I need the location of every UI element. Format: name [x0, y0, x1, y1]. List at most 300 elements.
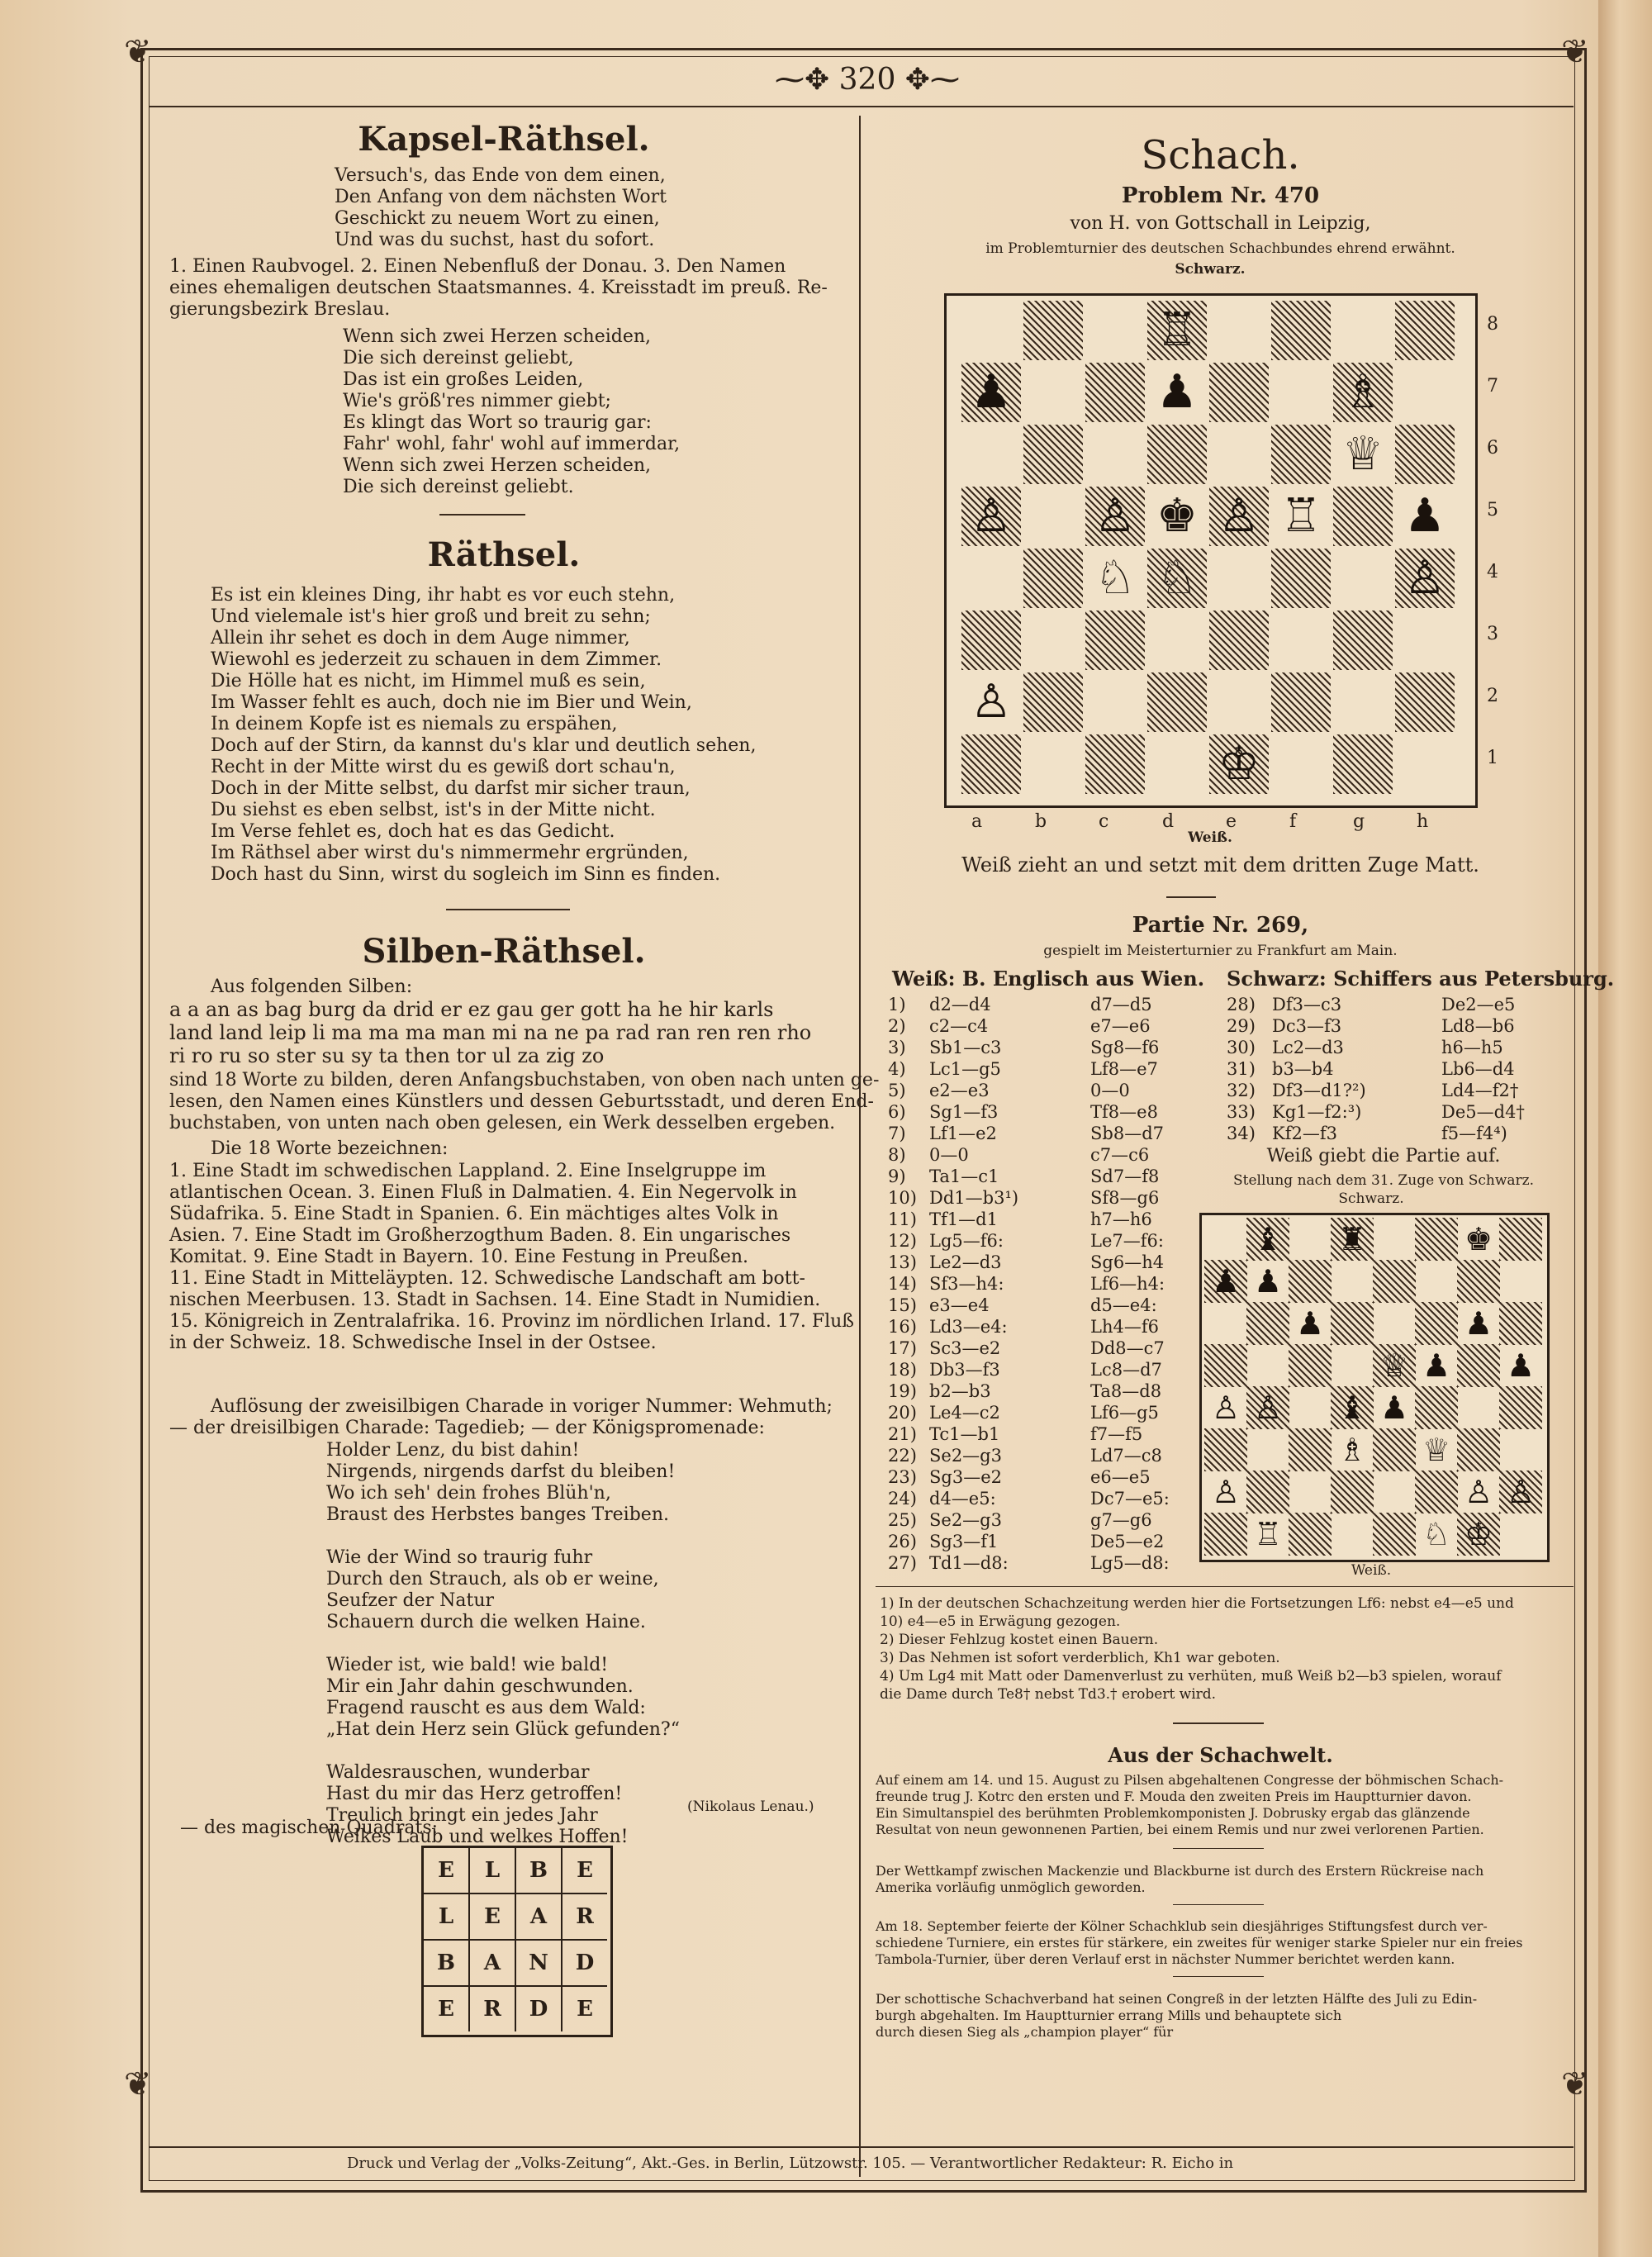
- poem-line: Nirgends, nirgends darfst du bleiben!: [326, 1461, 676, 1482]
- problem-number: Problem Nr. 470: [1121, 183, 1320, 208]
- chess-piece-icon: ♙: [1211, 1390, 1241, 1426]
- schachwelt-p3: [876, 1918, 1522, 1968]
- poem-line: [326, 1633, 680, 1655]
- chess-move: Sc3—e2: [929, 1338, 1001, 1358]
- magic-square-cell: L: [470, 1848, 516, 1894]
- left-flourish-icon: ⁓✥: [775, 63, 839, 97]
- silben-task: [169, 1070, 879, 1134]
- board-square: [1395, 734, 1455, 794]
- move-number: 8): [888, 1145, 906, 1165]
- move-number: 7): [888, 1124, 906, 1143]
- chess-move: De5—d4†: [1441, 1102, 1525, 1122]
- footnote-line: 10) e4—e5 in Erwägung gezogen.: [880, 1613, 1121, 1630]
- move-number: 15): [888, 1295, 917, 1315]
- chess-move: Lb6—d4: [1441, 1059, 1515, 1079]
- poem-line: Treulich bringt ein jedes Jahr: [326, 1805, 598, 1826]
- board-square: [1289, 1386, 1332, 1429]
- board-square: [1331, 1260, 1374, 1303]
- board-square: [1246, 1302, 1289, 1345]
- poem-line: Mir ein Jahr dahin geschwunden.: [326, 1676, 634, 1697]
- rank-label: 3: [1487, 624, 1498, 644]
- move-number: 23): [888, 1467, 917, 1487]
- board-square: [1331, 1513, 1374, 1556]
- footnote-line: 2) Dieser Fehlzug kostet einen Bauern.: [880, 1632, 1159, 1648]
- news-line: Der schottische Schachverband hat seinen Congreß in der letzten Hälfte des Juli zu Edin-: [876, 1991, 1478, 2007]
- chess-move: Lf8—e7: [1090, 1059, 1158, 1079]
- chess-move: Tf8—e8: [1090, 1102, 1158, 1122]
- chess-move: Lf6—h4:: [1090, 1274, 1165, 1294]
- poem-line: Welkes Laub und welkes Hoffen!: [326, 1827, 629, 1847]
- poem-line: Holder Lenz, du bist dahin!: [326, 1440, 580, 1461]
- aufloesung-line-2: — der dreisilbigen Charade: Tagedieb; — der Königspromenade:: [169, 1418, 765, 1438]
- problem-author: von H. von Gottschall in Leipzig,: [1070, 213, 1371, 234]
- move-number: 13): [888, 1252, 917, 1272]
- file-label: b: [1035, 811, 1047, 832]
- clue-line: gierungsbezirk Breslau.: [169, 299, 391, 320]
- chess-move: Dc3—f3: [1272, 1016, 1342, 1036]
- rank-label: 5: [1487, 500, 1498, 520]
- chess-move: Sd7—f8: [1090, 1167, 1160, 1186]
- chess-move: f7—f5: [1090, 1424, 1143, 1444]
- chess-piece-icon: ♙: [1464, 1474, 1493, 1510]
- news-line: burgh abgehalten. Im Hauptturnier errang Mills und behauptete sich: [876, 2008, 1342, 2023]
- poem-author: (Nikolaus Lenau.): [687, 1798, 814, 1815]
- news-line: Auf einem am 14. und 15. August zu Pilsen abgehaltenen Congresse der böhmischen Schach-: [876, 1772, 1504, 1788]
- chess-move: Lf6—g5: [1090, 1403, 1159, 1423]
- chess-piece-icon: ♕: [1341, 427, 1384, 481]
- riddle-line: Und vielemale ist's hier groß und breit zu sehn;: [211, 606, 651, 627]
- rank-label: 2: [1487, 686, 1498, 706]
- footer-rule: [149, 2146, 1574, 2148]
- magic-square-label: — des magischen Quadrats:: [180, 1817, 439, 1838]
- poem-line: [326, 1741, 680, 1762]
- poem-line: Durch den Strauch, als ob er weine,: [326, 1569, 659, 1589]
- rank-label: 1: [1487, 748, 1498, 768]
- poem-line: Wie's größ'res nimmer giebt;: [343, 391, 611, 411]
- news-line: Der Wettkampf zwischen Mackenzie und Blackburne ist durch des Erstern Rückreise nach: [876, 1863, 1484, 1879]
- riddle-line: Die Hölle hat es nicht, im Himmel muß es sein,: [211, 671, 646, 691]
- chess-move: Lh4—f6: [1090, 1317, 1159, 1337]
- board-square: [1333, 487, 1393, 546]
- white-player: Weiß: B. Englisch aus Wien.: [892, 967, 1205, 991]
- raethsel-title: Räthsel.: [427, 535, 581, 574]
- poem-line: Fragend rauscht es aus dem Wald:: [326, 1698, 646, 1718]
- board-square: [1204, 1218, 1247, 1261]
- chess-piece-icon: ♜: [1337, 1221, 1367, 1257]
- chess-move: d4—e5:: [929, 1489, 996, 1509]
- footer-imprint: Druck und Verlag der „Volks-Zeitung“, Akt.-Ges. in Berlin, Lützowstr. 105. — Verantwortlicher Redakteur: R. Eicho in: [347, 2155, 1234, 2172]
- column-rule: [859, 116, 861, 2177]
- chess-move: Le4—c2: [929, 1403, 1000, 1423]
- divider: [439, 514, 525, 516]
- chess-problem-board: [944, 293, 1478, 808]
- divider: [1166, 896, 1216, 898]
- poem-line: Wie der Wind so traurig fuhr: [326, 1547, 593, 1568]
- magic-square-cell: A: [470, 1941, 516, 1987]
- riddle-line: Doch hast du Sinn, wirst du sogleich im Sinn es finden.: [211, 864, 721, 885]
- move-number: 10): [888, 1188, 917, 1208]
- news-line: Resultat von neun gewonnenen Partien, bei einem Remis und nur zwei verlorenen Partien.: [876, 1822, 1484, 1837]
- move-number: 14): [888, 1274, 917, 1294]
- clue-line: atlantischen Ocean. 3. Einen Fluß in Dalmatien. 4. Ein Negervolk in: [169, 1182, 797, 1203]
- file-label: d: [1162, 811, 1175, 832]
- board-square: [1023, 734, 1083, 794]
- chess-piece-icon: ♖: [1156, 303, 1199, 357]
- chess-move: d7—d5: [1090, 995, 1152, 1014]
- board-square: [961, 734, 1021, 794]
- board-square: [1499, 1386, 1542, 1429]
- board-square: [1023, 425, 1083, 484]
- board-square: [1023, 363, 1083, 422]
- chess-move: d2—d4: [929, 995, 991, 1014]
- chess-piece-icon: ♟: [1211, 1263, 1241, 1300]
- chess-move: c7—c6: [1090, 1145, 1150, 1165]
- clue-line: in der Schweiz. 18. Schwedische Insel in der Ostsee.: [169, 1333, 657, 1353]
- rank-label: 8: [1487, 314, 1498, 335]
- magic-square-cell: E: [563, 1848, 607, 1894]
- board-square: [1085, 363, 1145, 422]
- poem-line: Schauern durch die welken Haine.: [326, 1612, 646, 1632]
- chess-move: Ld4—f2†: [1441, 1081, 1519, 1100]
- chess-move: Se2—g3: [929, 1510, 1002, 1530]
- divider: [1173, 1722, 1264, 1724]
- lenau-poem: [326, 1440, 680, 1848]
- file-label: f: [1289, 811, 1297, 832]
- riddle-line: Du siehst es eben selbst, ist's in der Mitte nicht.: [211, 800, 656, 820]
- magic-square-cell: R: [563, 1894, 607, 1941]
- board-square: [1333, 611, 1393, 670]
- news-line: freunde trug J. Kotrc den ersten und F. Mouda den zweiten Preis im Hauptturnier davon.: [876, 1789, 1472, 1804]
- chess-move: Tf1—d1: [929, 1209, 998, 1229]
- poem-line: Das ist ein großes Leiden,: [343, 369, 584, 390]
- file-label: h: [1417, 811, 1429, 832]
- silben-syllables: [169, 998, 811, 1067]
- board-square: [1023, 549, 1083, 608]
- board-square: [1246, 1428, 1289, 1471]
- board-square: [1333, 301, 1393, 360]
- schachwelt-p4: [876, 1991, 1477, 2041]
- chess-move: Ld7—c8: [1090, 1446, 1162, 1466]
- magic-square-cell: N: [516, 1941, 563, 1987]
- move-number: 3): [888, 1038, 906, 1057]
- board-square: [1209, 363, 1269, 422]
- board-square: [1373, 1218, 1416, 1261]
- chess-piece-icon: ♖: [1279, 489, 1322, 543]
- clue-line: Südafrika. 5. Eine Stadt in Spanien. 6. Ein mächtiges altes Volk in: [169, 1204, 779, 1224]
- chess-move: Sg3—f1: [929, 1532, 999, 1551]
- riddle-line: In deinem Kopfe ist es niemals zu erspähen,: [211, 714, 618, 734]
- stellung-label: Stellung nach dem 31. Zuge von Schwarz.: [1232, 1172, 1535, 1189]
- kapsel-clues: [169, 256, 828, 321]
- chess-piece-icon: ♙: [1211, 1474, 1241, 1510]
- board-square: [1373, 1302, 1416, 1345]
- magic-square-cell: E: [470, 1894, 516, 1941]
- board-square: [1271, 363, 1331, 422]
- chess-move: Ta8—d8: [1090, 1381, 1162, 1401]
- board-square: [1209, 425, 1269, 484]
- chess-move: De5—e2: [1090, 1532, 1165, 1551]
- chess-piece-icon: ♟: [1506, 1347, 1536, 1384]
- aufloesung-line-1: Auflösung der zweisilbigen Charade in voriger Nummer: Wehmuth;: [211, 1396, 833, 1417]
- problem-note: im Problemturnier des deutschen Schachbundes ehrend erwähnt.: [985, 240, 1455, 257]
- board-square: [1204, 1344, 1247, 1387]
- chess-move: Lc8—d7: [1090, 1360, 1162, 1380]
- board-square: [1373, 1428, 1416, 1471]
- poem-line: Hast du mir das Herz getroffen!: [326, 1784, 623, 1804]
- chess-move: b2—b3: [929, 1381, 991, 1401]
- chess-piece-icon: ♟: [1403, 489, 1446, 543]
- board-square: [1085, 425, 1145, 484]
- poem-line: Wo ich seh' dein frohes Blüh'n,: [326, 1483, 611, 1504]
- header-rule: [149, 106, 1574, 107]
- chess-piece-icon: ♙: [1218, 489, 1260, 543]
- poem-line: Waldesrauschen, wunderbar: [326, 1762, 590, 1783]
- board-square: [1023, 487, 1083, 546]
- board-square: [1289, 1428, 1332, 1471]
- board-square: [1457, 1428, 1500, 1471]
- clue-line: 11. Eine Stadt in Mitteläypten. 12. Schwedische Landschaft am bott-: [169, 1268, 805, 1289]
- board-square: [1023, 672, 1083, 732]
- chess-move: Sg8—f6: [1090, 1038, 1160, 1057]
- board-square: [1085, 301, 1145, 360]
- chess-piece-icon: ♟: [970, 365, 1013, 419]
- board-square: [1395, 611, 1455, 670]
- syllable-line: a a an as bag burg da drid er ez gau ger gott ha he hir karls: [169, 998, 774, 1021]
- chess-piece-icon: ♙: [970, 489, 1013, 543]
- chess-move: Le7—f6:: [1090, 1231, 1164, 1251]
- board-square: [961, 425, 1021, 484]
- file-label: g: [1353, 811, 1365, 832]
- silben-sub: Die 18 Worte bezeichnen:: [211, 1138, 449, 1159]
- chess-piece-icon: ♟: [1422, 1347, 1451, 1384]
- poem-line: [326, 1526, 680, 1547]
- schach-title: Schach.: [1141, 132, 1300, 178]
- move-number: 32): [1227, 1081, 1256, 1100]
- chess-move: Db3—f3: [929, 1360, 1000, 1380]
- board-square: [1271, 611, 1331, 670]
- white-label: Weiß.: [1188, 829, 1232, 846]
- poem-line: Die sich dereinst geliebt.: [343, 477, 574, 497]
- board-square: [1373, 1471, 1416, 1513]
- chess-move: Sg6—h4: [1090, 1252, 1165, 1272]
- kapsel-verse: [335, 165, 667, 251]
- chess-move: b3—b4: [1272, 1059, 1334, 1079]
- board-square: [1289, 1218, 1332, 1261]
- board-square: [1085, 734, 1145, 794]
- riddle-line: Im Räthsel aber wirst du's nimmermehr ergründen,: [211, 843, 689, 863]
- magic-square-cell: E: [424, 1987, 470, 2031]
- board-square: [1373, 1260, 1416, 1303]
- move-number: 21): [888, 1424, 917, 1444]
- chess-move: Le2—d3: [929, 1252, 1002, 1272]
- news-line: Ein Simultanspiel des berühmten Problemkomponisten J. Dobrusky ergab das glänzende: [876, 1805, 1470, 1821]
- chess-piece-icon: ♝: [1253, 1221, 1283, 1257]
- page-edge: [1598, 0, 1652, 2257]
- chess-move: Df3—c3: [1272, 995, 1342, 1014]
- board-square: [1415, 1471, 1458, 1513]
- chess-move: d5—e4:: [1090, 1295, 1157, 1315]
- board-square: [1246, 1471, 1289, 1513]
- board-square: [1415, 1302, 1458, 1345]
- chess-move: Dd8—c7: [1090, 1338, 1165, 1358]
- magic-square-cell: R: [470, 1987, 516, 2031]
- board-square: [1395, 363, 1455, 422]
- rank-label: 7: [1487, 376, 1498, 397]
- chess-piece-icon: ♟: [1295, 1305, 1325, 1342]
- verse-line: Und was du suchst, hast du sofort.: [335, 230, 655, 250]
- chess-move: Se2—g3: [929, 1446, 1002, 1466]
- move-number: 29): [1227, 1016, 1256, 1036]
- chess-move: Td1—d8:: [929, 1553, 1009, 1573]
- chess-piece-icon: ♝: [1337, 1390, 1367, 1426]
- chess-move: 0—0: [1090, 1081, 1130, 1100]
- chess-piece-icon: ♙: [1403, 551, 1446, 605]
- poem-line: Es klingt das Wort so traurig gar:: [343, 412, 652, 433]
- board-square: [1023, 301, 1083, 360]
- move-number: 26): [888, 1532, 917, 1551]
- footnote-line: 4) Um Lg4 mit Matt oder Damenverlust zu verhüten, muß Weiß b2—b3 spielen, worauf: [880, 1668, 1502, 1684]
- divider: [1173, 1976, 1264, 1977]
- riddle-line: Im Wasser fehlt es auch, doch nie im Bier und Wein,: [211, 692, 692, 713]
- chess-move: Lg5—f6:: [929, 1231, 1004, 1251]
- board-square: [1204, 1513, 1247, 1556]
- board-square: [1209, 611, 1269, 670]
- board-square: [1246, 1344, 1289, 1387]
- move-number: 20): [888, 1403, 917, 1423]
- magic-square-cell: D: [516, 1987, 563, 2031]
- board-square: [1085, 672, 1145, 732]
- news-line: Tambola-Turnier, über deren Verlauf erst in nächster Nummer berichtet werden kann.: [876, 1951, 1455, 1967]
- syllable-line: land land leip li ma ma ma man mi na ne pa rad ran ren ren rho: [169, 1021, 812, 1044]
- board-square: [1147, 672, 1207, 732]
- board-square: [1271, 425, 1331, 484]
- board-square: [1333, 672, 1393, 732]
- chess-piece-icon: ♟: [1464, 1305, 1493, 1342]
- move-number: 28): [1227, 995, 1256, 1014]
- move-number: 19): [888, 1381, 917, 1401]
- magic-square-cell: A: [516, 1894, 563, 1941]
- move-number: 9): [888, 1167, 906, 1186]
- magic-square-cell: E: [577, 1997, 593, 2022]
- move-number: 12): [888, 1231, 917, 1251]
- black-player: Schwarz: Schiffers aus Petersburg.: [1227, 967, 1615, 991]
- news-line: Amerika vorläufig unmöglich geworden.: [876, 1879, 1146, 1895]
- news-line: durch diesen Sieg als „champion player“ für: [876, 2024, 1174, 2040]
- clue-line: eines ehemaligen deutschen Staatsmannes. 4. Kreisstadt im preuß. Re-: [169, 278, 828, 298]
- board-square: [1271, 672, 1331, 732]
- board-square: [1415, 1386, 1458, 1429]
- chess-piece-icon: ♙: [970, 675, 1013, 729]
- task-line: buchstaben, von unten nach oben gelesen, ein Werk desselben ergeben.: [169, 1113, 836, 1133]
- riddle-line: Im Verse fehlet es, doch hat es das Gedicht.: [211, 821, 615, 842]
- file-label: e: [1226, 811, 1237, 832]
- poem-line: Wenn sich zwei Herzen scheiden,: [343, 326, 652, 347]
- riddle-line: Allein ihr sehet es doch in dem Auge nimmer,: [211, 628, 630, 649]
- board-square: [961, 549, 1021, 608]
- chess-move: Ta1—c1: [929, 1167, 999, 1186]
- chess-move: Dc7—e5:: [1090, 1489, 1170, 1509]
- chess-move: e3—e4: [929, 1295, 990, 1315]
- chess-piece-icon: ♙: [1094, 489, 1137, 543]
- footnote-line: die Dame durch Te8† nebst Td3.† erobert wird.: [880, 1686, 1217, 1703]
- corner-ornament-icon: ❦: [1561, 2065, 1589, 2103]
- chess-move: Sg1—f3: [929, 1102, 999, 1122]
- verse-line: Versuch's, das Ende von dem einen,: [335, 165, 666, 186]
- verse-line: Den Anfang von dem nächsten Wort: [335, 187, 667, 207]
- silben-intro: Aus folgenden Silben:: [211, 976, 413, 997]
- chess-move: Sg3—e2: [929, 1467, 1002, 1487]
- magic-square-cell: B: [424, 1941, 470, 1987]
- page-number: [743, 63, 991, 97]
- chess-piece-icon: ♕: [1379, 1347, 1409, 1384]
- chess-move: Tc1—b1: [929, 1424, 1000, 1444]
- chess-move: Lc2—d3: [1272, 1038, 1344, 1057]
- board-square: [1331, 1344, 1374, 1387]
- right-flourish-icon: ✥⁓: [895, 63, 960, 97]
- clue-line: 1. Eine Stadt im schwedischen Lappland. 2. Eine Inselgruppe im: [169, 1161, 767, 1181]
- corner-ornament-icon: ❦: [1561, 33, 1589, 71]
- chess-piece-icon: ♗: [1337, 1432, 1367, 1468]
- move-number: 2): [888, 1016, 906, 1036]
- news-line: schiedene Turniere, ein erstes für stärkere, ein zweites für weniger starke Spieler nur ein freies: [876, 1935, 1523, 1951]
- board-square: [1289, 1344, 1332, 1387]
- chess-move: Lc1—g5: [929, 1059, 1001, 1079]
- footnote-line: 3) Das Nehmen ist sofort verderblich, Kh1 war geboten.: [880, 1650, 1280, 1666]
- chess-piece-icon: ♟: [1156, 365, 1199, 419]
- magic-square-cell: E: [424, 1848, 470, 1894]
- chess-move: Sb8—d7: [1090, 1124, 1164, 1143]
- magic-square-cell: L: [424, 1894, 470, 1941]
- poem-line: „Hat dein Herz sein Glück gefunden?“: [326, 1719, 680, 1740]
- move-number: 4): [888, 1059, 906, 1079]
- white-label-2: Weiß.: [1351, 1562, 1392, 1579]
- board-square: [1331, 1302, 1374, 1345]
- board-square: [1204, 1302, 1247, 1345]
- chess-move: f5—f4⁴): [1441, 1124, 1507, 1143]
- chess-move: Kf2—f3: [1272, 1124, 1337, 1143]
- riddle-line: Wiewohl es jederzeit zu schauen in dem Zimmer.: [211, 649, 662, 670]
- board-square: [1289, 1513, 1332, 1556]
- move-number: 16): [888, 1317, 917, 1337]
- board-square: [1023, 611, 1083, 670]
- schachwelt-title: Aus der Schachwelt.: [1108, 1743, 1333, 1767]
- chess-move: h6—h5: [1441, 1038, 1503, 1057]
- partie-title: Partie Nr. 269,: [1132, 913, 1309, 938]
- task-line: lesen, den Namen eines Künstlers und dessen Geburtsstadt, und deren End-: [169, 1091, 874, 1112]
- chess-move: Sb1—c3: [929, 1038, 1002, 1057]
- chess-piece-icon: ♙: [1253, 1390, 1283, 1426]
- magic-square-cell: B: [516, 1848, 563, 1894]
- magic-square-cell: D: [563, 1941, 607, 1987]
- chess-move: Lg5—d8:: [1090, 1553, 1170, 1573]
- raethsel-text: [211, 585, 756, 886]
- chess-move: h7—h6: [1090, 1209, 1152, 1229]
- chess-piece-icon: ♔: [1464, 1516, 1493, 1552]
- move-number: 33): [1227, 1102, 1256, 1122]
- rank-label: 6: [1487, 438, 1498, 459]
- board-square: [1333, 734, 1393, 794]
- move-number: 6): [888, 1102, 906, 1122]
- chess-move: 0—0: [929, 1145, 969, 1165]
- footnote-rule: [876, 1586, 1574, 1587]
- board-square: [1395, 425, 1455, 484]
- board-square: [1395, 672, 1455, 732]
- poem-line: Fahr' wohl, fahr' wohl auf immerdar,: [343, 434, 681, 454]
- board-square: [1415, 1218, 1458, 1261]
- chess-piece-icon: ♚: [1156, 489, 1199, 543]
- move-number: 17): [888, 1338, 917, 1358]
- board-square: [1499, 1218, 1542, 1261]
